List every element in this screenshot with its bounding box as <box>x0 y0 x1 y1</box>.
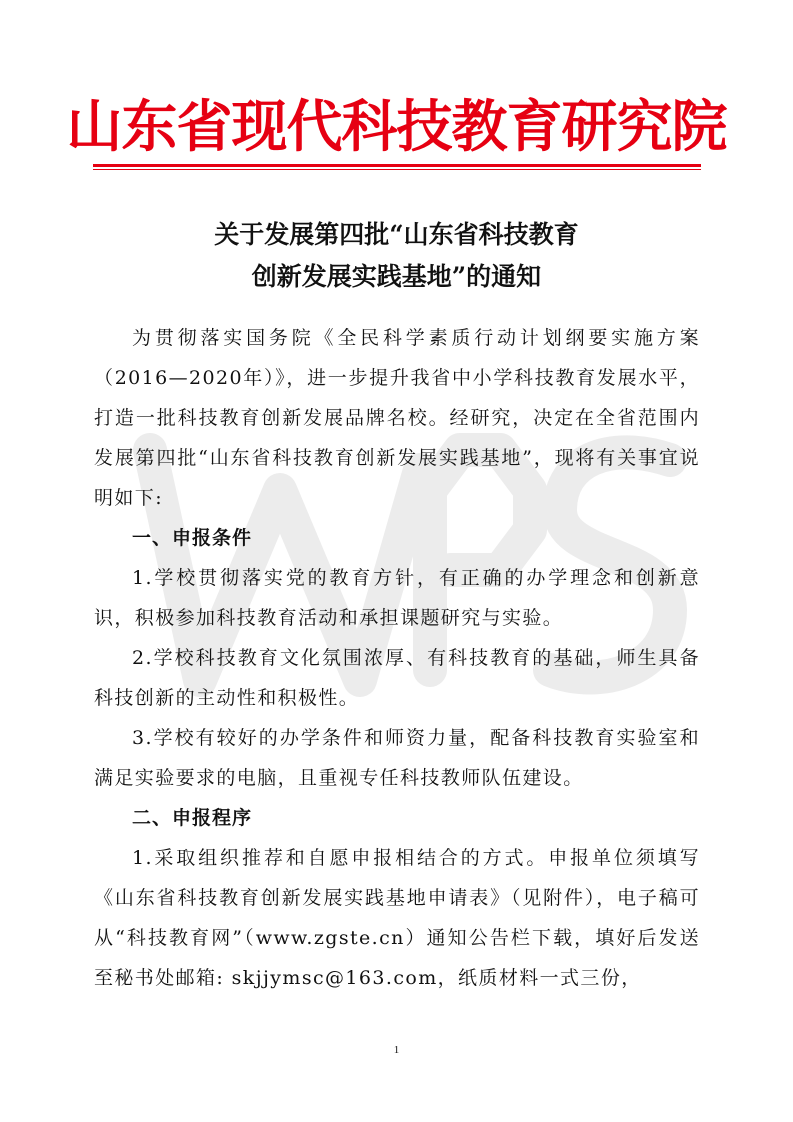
condition-item-1: 1.学校贯彻落实党的教育方针，有正确的办学理念和创新意识，积极参加科技教育活动和承担课题研究与实验。 <box>94 567 700 629</box>
condition-item-3: 3.学校有较好的办学条件和师资力量，配备科技教育实验室和满足实验要求的电脑，且重视专任科技教师队伍建设。 <box>94 727 700 789</box>
document-title-line-1: 关于发展第四批“山东省科技教育 <box>214 220 579 249</box>
intro-paragraph: 为贯彻落实国务院《全民科学素质行动计划纲要实施方案（2016—2020年）》，进一步提升我省中小学科技教育发展水平，打造一批科技教育创新发展品牌名校。经研究，决定在全省范围内发展第四批“山东省科技教育创新发展实践基地”，现将有关事宜说明如下: <box>94 327 700 509</box>
section-heading-conditions: 一、申报条件 <box>132 527 253 549</box>
procedure-item-1: 1.采取组织推荐和自愿申报相结合的方式。申报单位须填写《山东省科技教育创新发展实践基地申请表》（见附件），电子稿可从“科技教育网”（www.zgste.cn）通知公告栏下载，填好后发送至秘书处邮箱: skjjymsc@163.com，纸质材料一式三份， <box>94 847 700 989</box>
letterhead-rule-thick <box>93 164 701 167</box>
document-title-line-2: 创新发展实践基地”的通知 <box>251 262 542 291</box>
condition-item-2: 2.学校科技教育文化氛围浓厚、有科技教育的基础，师生具备科技创新的主动性和积极性。 <box>94 647 700 709</box>
letterhead-title: 山东省现代科技教育研究院 <box>66 94 727 160</box>
document-body <box>94 318 700 998</box>
letterhead-rule-thin <box>93 169 701 170</box>
section-heading-procedure: 二、申报程序 <box>132 807 253 829</box>
page-number: 1 <box>393 1044 400 1056</box>
